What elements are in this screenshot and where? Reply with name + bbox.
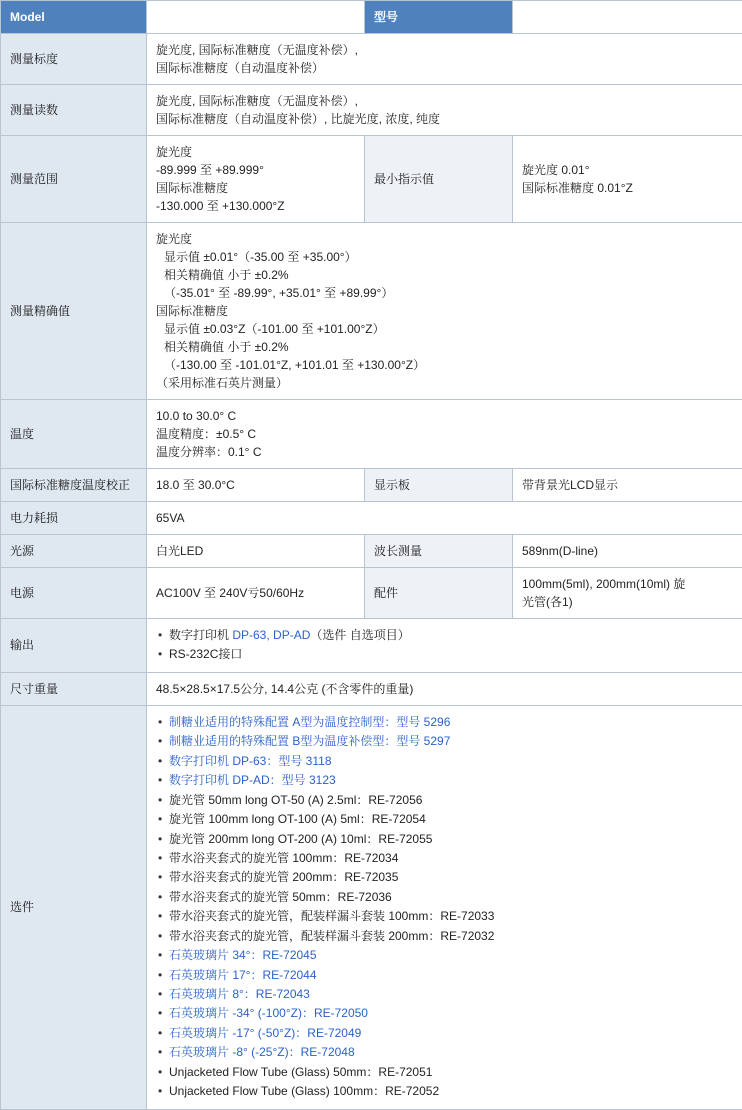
light-source-value: 白光LED — [147, 535, 365, 568]
options-list-item: • 带水浴夹套式的旋光管，配装样漏斗套装 100mm：RE-72033 — [156, 907, 733, 926]
accessories-line-2: 光管(各1) — [522, 593, 733, 611]
table-row-range — [1, 136, 742, 223]
options-list-item: • 带水浴夹套式的旋光管 100mm：RE-72034 — [156, 849, 733, 868]
output-item-printer-models: DP-63, DP-AD — [232, 628, 310, 642]
display-panel-label: 显示板 — [365, 469, 513, 502]
options-list-item[interactable]: • 数字打印机 DP-63：型号 3118 — [156, 752, 733, 771]
options-list-item: • 带水浴夹套式的旋光管，配装样漏斗套装 200mm：RE-72032 — [156, 927, 733, 946]
options-list — [156, 713, 733, 1102]
readout-value — [147, 85, 742, 136]
temperature-line-3: 温度分辨率：0.1° C — [156, 443, 733, 461]
options-list-item[interactable]: • 制糖业适用的特殊配置 B型为温度补偿型：型号 5297 — [156, 732, 733, 751]
accessories-line-1: 100mm(5ml), 200mm(10ml) 旋 — [522, 575, 733, 593]
accuracy-value — [147, 223, 742, 400]
accuracy-line-8: （-130.00 至 -101.01°Z, +101.01 至 +130.00°Z） — [156, 356, 733, 374]
range-label: 测量范围 — [1, 136, 147, 223]
accuracy-line-2: 显示值 ±0.01°（-35.00 至 +35.00°） — [156, 248, 733, 266]
table-row-power-consumption — [1, 502, 742, 535]
table-row-accuracy — [1, 223, 742, 400]
table-row-output — [1, 619, 742, 673]
options-list-item: • 旋光管 200mm long OT-200 (A) 10ml：RE-72055 — [156, 830, 733, 849]
output-label: 输出 — [1, 619, 147, 673]
accessories-label: 配件 — [365, 568, 513, 619]
model-value: AP-300 — [147, 1, 365, 34]
min-indication-line-1: 旋光度 0.01° — [522, 161, 733, 179]
range-value — [147, 136, 365, 223]
options-list-item[interactable]: • 数字打印机 DP-AD：型号 3123 — [156, 771, 733, 790]
table-row-readout — [1, 85, 742, 136]
options-list-item: • 旋光管 100mm long OT-100 (A) 5ml：RE-72054 — [156, 810, 733, 829]
output-item-printer-suffix: （选件 自选项目） — [310, 628, 409, 642]
output-item-printer — [156, 626, 733, 645]
scale-value — [147, 34, 742, 85]
accuracy-label: 测量精确值 — [1, 223, 147, 400]
range-line-1: 旋光度 — [156, 143, 355, 161]
temperature-value — [147, 400, 742, 469]
options-list-item: • Unjacketed Flow Tube (Glass) 100mm：RE-72052 — [156, 1082, 733, 1101]
scale-line-1: 旋光度, 国际标准糖度（无温度补偿）, — [156, 41, 733, 59]
options-label: 选件 — [1, 705, 147, 1109]
output-value — [147, 619, 742, 673]
min-indication-line-2: 国际标准糖度 0.01°Z — [522, 179, 733, 197]
options-list-item: • 带水浴夹套式的旋光管 50mm：RE-72036 — [156, 888, 733, 907]
temp-correction-label: 国际标准糖度温度校正 — [1, 469, 147, 502]
table-row-model — [1, 1, 742, 34]
accuracy-line-4: （-35.01° 至 -89.99°, +35.01° 至 +89.99°） — [156, 284, 733, 302]
power-supply-label: 电源 — [1, 568, 147, 619]
output-item-rs232: • RS-232C接口 — [156, 645, 733, 664]
readout-line-2: 国际标准糖度（自动温度补偿）, 比旋光度, 浓度, 纯度 — [156, 110, 733, 128]
temperature-line-2: 温度精度：±0.5° C — [156, 425, 733, 443]
light-source-label: 光源 — [1, 535, 147, 568]
table-row-temperature — [1, 400, 742, 469]
options-list-item: • Unjacketed Flow Tube (Glass) 50mm：RE-72051 — [156, 1063, 733, 1082]
accuracy-line-7: 相关精确值 小于 ±0.2% — [156, 338, 733, 356]
table-row-dimensions — [1, 672, 742, 705]
model-label: Model — [1, 1, 147, 34]
accuracy-line-1: 旋光度 — [156, 230, 733, 248]
options-value — [147, 705, 742, 1109]
table-row-options — [1, 705, 742, 1109]
dimensions-label: 尺寸重量 — [1, 672, 147, 705]
options-list-item[interactable]: • 制糖业适用的特殊配置 A型为温度控制型：型号 5296 — [156, 713, 733, 732]
options-list-item[interactable]: • 石英玻璃片 8°：RE-72043 — [156, 985, 733, 1004]
range-line-4: -130.000 至 +130.000°Z — [156, 197, 355, 215]
options-list-item[interactable]: • 石英玻璃片 -34° (-100°Z)：RE-72050 — [156, 1004, 733, 1023]
options-list-item[interactable]: • 石英玻璃片 34°：RE-72045 — [156, 946, 733, 965]
power-consumption-label: 电力耗损 — [1, 502, 147, 535]
options-list-item[interactable]: • 石英玻璃片 -8° (-25°Z)：RE-72048 — [156, 1043, 733, 1062]
scale-label: 测量标度 — [1, 34, 147, 85]
table-row-light-source — [1, 535, 742, 568]
type-label: 型号 — [365, 1, 513, 34]
accuracy-line-3: 相关精确值 小于 ±0.2% — [156, 266, 733, 284]
min-indication-label: 最小指示值 — [365, 136, 513, 223]
accuracy-line-5: 国际标准糖度 — [156, 302, 733, 320]
wavelength-value: 589nm(D-line) — [513, 535, 742, 568]
table-row-temp-correction — [1, 469, 742, 502]
temperature-label: 温度 — [1, 400, 147, 469]
dimensions-value: 48.5×28.5×17.5公分, 14.4公克 (不含零件的重量) — [147, 672, 742, 705]
accuracy-line-6: 显示值 ±0.03°Z（-101.00 至 +101.00°Z） — [156, 320, 733, 338]
readout-label: 测量读数 — [1, 85, 147, 136]
min-indication-value — [513, 136, 742, 223]
temperature-line-1: 10.0 to 30.0° C — [156, 407, 733, 425]
wavelength-label: 波长测量 — [365, 535, 513, 568]
options-list-item[interactable]: • 石英玻璃片 -17° (-50°Z)：RE-72049 — [156, 1024, 733, 1043]
accessories-value — [513, 568, 742, 619]
options-list-item: • 旋光管 50mm long OT-50 (A) 2.5ml：RE-72056 — [156, 791, 733, 810]
options-list-item[interactable]: • 石英玻璃片 17°：RE-72044 — [156, 966, 733, 985]
output-item-printer-prefix: 数字打印机 — [169, 628, 232, 642]
power-supply-value: AC100V 至 240V亏50/60Hz — [147, 568, 365, 619]
accuracy-line-9: （采用标准石英片测量） — [156, 374, 733, 392]
table-row-scale — [1, 34, 742, 85]
scale-line-2: 国际标准糖度（自动温度补偿） — [156, 59, 733, 77]
range-line-2: -89.999 至 +89.999° — [156, 161, 355, 179]
power-consumption-value: 65VA — [147, 502, 742, 535]
table-row-power-supply — [1, 568, 742, 619]
temp-correction-value: 18.0 至 30.0°C — [147, 469, 365, 502]
options-list-item: • 带水浴夹套式的旋光管 200mm：RE-72035 — [156, 868, 733, 887]
readout-line-1: 旋光度, 国际标准糖度（无温度补偿）, — [156, 92, 733, 110]
range-line-3: 国际标准糖度 — [156, 179, 355, 197]
type-value: 5291 — [513, 1, 742, 34]
display-panel-value: 带背景光LCD显示 — [513, 469, 742, 502]
